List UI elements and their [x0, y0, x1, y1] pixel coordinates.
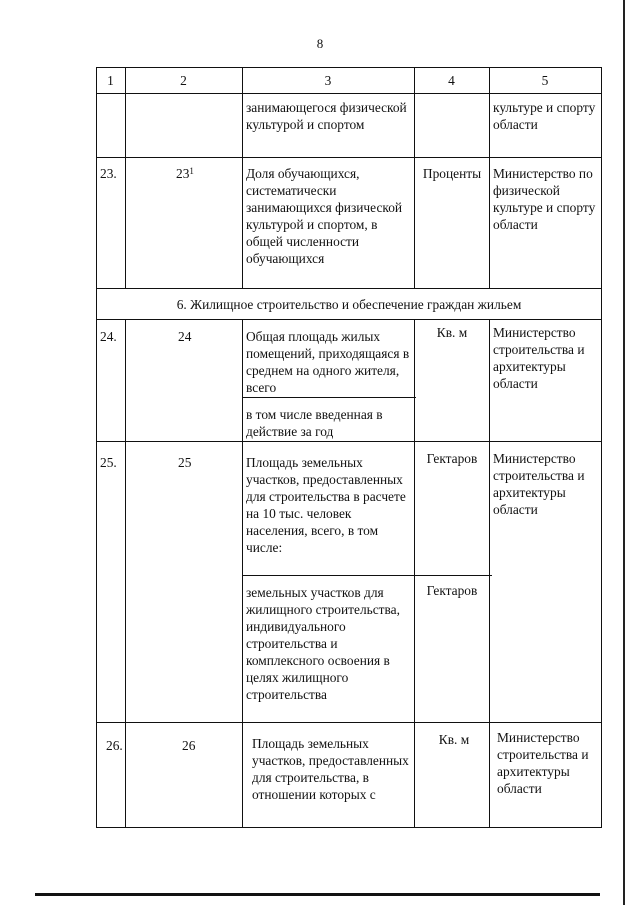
row25-unit: Гектаров — [426, 451, 478, 466]
continuation-department: культуре и спорту области — [493, 100, 596, 132]
row24-indicator: Общая площадь жилых помещений, приходящаяся в среднем на одного жителя, всего — [246, 329, 410, 395]
row25-sub-border — [242, 575, 492, 576]
col-border-2-3b — [242, 319, 243, 828]
section6-title: 6. Жилищное строительство и обеспечение граждан жильем — [176, 297, 522, 312]
header-col-3: 3 — [324, 73, 332, 88]
row26-unit: Кв. м — [438, 732, 470, 747]
row23-code-sup: 1 — [189, 166, 194, 176]
table-bottom-border — [96, 827, 602, 828]
header-col-2: 2 — [180, 73, 187, 88]
col-border-left — [96, 67, 97, 828]
row24-sub-border — [242, 397, 416, 398]
row23-indicator: Доля обучающихся, систематически занимающихся физической культурой и спортом, в общей численности обучающихся — [246, 166, 403, 266]
row23-department: Министерство по физической культуре и спорту области — [493, 166, 596, 232]
row25-department: Министерство строительства и архитектуры области — [493, 451, 585, 517]
row26-department: Министерство строительства и архитектуры области — [497, 730, 589, 796]
continuation-indicator: занимающегося физической культурой и спортом — [246, 100, 407, 132]
row24-unit: Кв. м — [436, 325, 468, 340]
col-border-2-3a — [242, 67, 243, 288]
row23-unit: Проценты — [422, 166, 482, 181]
col-border-right — [601, 67, 602, 828]
row24-code: 24 — [178, 329, 192, 344]
header-col-4: 4 — [448, 73, 455, 88]
row23-code-base: 23 — [176, 166, 190, 181]
section6-bottom-border — [96, 319, 602, 320]
row25-bottom-border — [96, 722, 602, 723]
row25-number: 25. — [100, 455, 117, 470]
scan-bottom-line — [35, 893, 600, 896]
header-col-1: 1 — [107, 73, 114, 88]
scan-edge-line — [623, 0, 625, 905]
header-bottom-border — [96, 93, 602, 94]
row26-code: 26 — [182, 738, 196, 753]
row25-indicator: Площадь земельных участков, предоставленных для строительства в расчете на 10 тыс. человек населения, всего, в том числе: — [246, 455, 406, 555]
col-border-3-4b — [414, 319, 415, 828]
col-border-1-2a — [125, 67, 126, 288]
row25-sub-unit: Гектаров — [426, 583, 478, 598]
row24-department: Министерство строительства и архитектуры области — [493, 325, 585, 391]
row23-number: 23. — [100, 166, 117, 181]
page-number: 8 — [316, 36, 324, 51]
row23-code — [176, 165, 236, 182]
col-border-4-5a — [489, 67, 490, 288]
row24-sub-indicator: в том числе введенная в действие за год — [246, 407, 383, 439]
col-border-4-5b — [489, 319, 490, 828]
table-top-border — [96, 67, 602, 68]
row25-code: 25 — [178, 455, 192, 470]
row26-indicator: Площадь земельных участков, предоставленных для строительства, в отношении которых с — [252, 736, 409, 802]
row23-bottom-border — [96, 288, 602, 289]
row25-sub-indicator: земельных участков для жилищного строительства, индивидуального строительства и комплексного освоения в целях жилищного строительства — [246, 585, 400, 702]
row26-number: 26. — [106, 738, 123, 753]
header-col-5: 5 — [541, 73, 549, 88]
row24-bottom-border — [96, 441, 602, 442]
row24-number: 24. — [100, 329, 117, 344]
continuation-bottom-border — [96, 157, 602, 158]
